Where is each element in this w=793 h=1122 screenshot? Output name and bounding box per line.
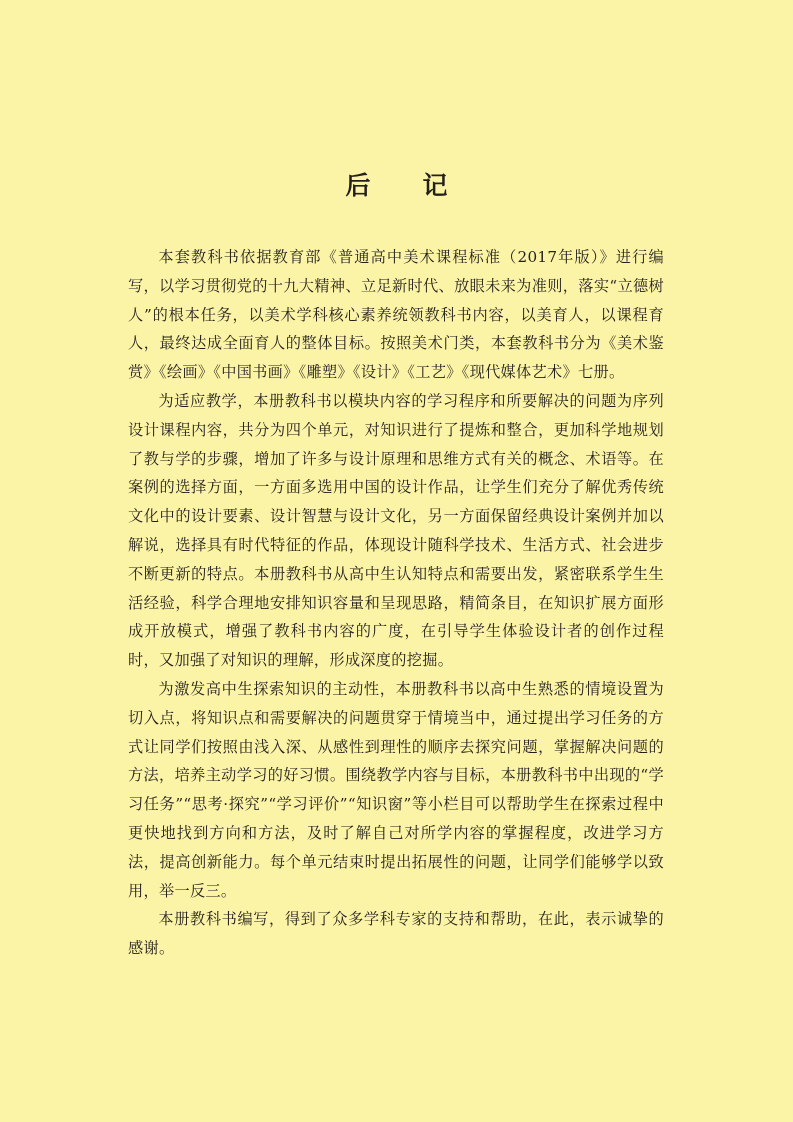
paragraph-1: 本套教科书依据教育部《普通高中美术课程标准（2017年版）》进行编写，以学习贯彻党的十九大精神、立足新时代、放眼未来为准则，落实“立德树人”的根本任务，以美术学科核心素养统领教科书内容，以美育人，以课程育人，最终达成全面育人的整体目标。按照美术门类，本套教科书分为《美术鉴赏》《绘画》《中国书画》《雕塑》《设计》《工艺》《现代媒体艺术》七册。 bbox=[128, 248, 664, 382]
paragraph-3: 为激发高中生探索知识的主动性，本册教科书以高中生熟悉的情境设置为切入点，将知识点和需要解决的问题贯穿于情境当中，通过提出学习任务的方式让同学们按照由浅入深、从感性到理性的顺序去探究问题，掌握解决问题的方法，培养主动学习的好习惯。围绕教学内容与目标，本册教科书中出现的“学习任务”“思考·探究”“学习评价”“知识窗”等小栏目可以帮助学生在探索过程中更快地找到方向和方法，及时了解自己对所学内容的掌握程度，改进学习方法，提高创新能力。每个单元结束时提出拓展性的问题，让同学们能够学以致用，举一反三。 bbox=[128, 679, 664, 900]
paragraph-2: 为适应教学，本册教科书以模块内容的学习程序和所要解决的问题为序列设计课程内容，共分为四个单元，对知识进行了提炼和整合，更加科学地规划了教与学的步骤，增加了许多与设计原理和思维方式有关的概念、术语等。在案例的选择方面，一方面多选用中国的设计作品，让学生们充分了解优秀传统文化中的设计要素、设计智慧与设计文化，另一方面保留经典设计案例并加以解说，选择具有时代特征的作品，体现设计随科学技术、生活方式、社会进步不断更新的特点。本册教科书从高中生认知特点和需要出发，紧密联系学生生活经验，科学合理地安排知识容量和呈现思路，精简条目，在知识扩展方面形成开放模式，增强了教科书内容的广度，在引导学生体验设计者的创作过程时，又加强了对知识的理解，形成深度的挖掘。 bbox=[128, 391, 664, 670]
page-title bbox=[0, 166, 793, 202]
paragraph-4: 本册教科书编写，得到了众多学科专家的支持和帮助，在此，表示诚挚的感谢。 bbox=[128, 910, 664, 958]
title-char-1: 后 bbox=[345, 171, 371, 200]
afterword-body bbox=[128, 243, 664, 963]
title-char-2: 记 bbox=[422, 171, 448, 200]
